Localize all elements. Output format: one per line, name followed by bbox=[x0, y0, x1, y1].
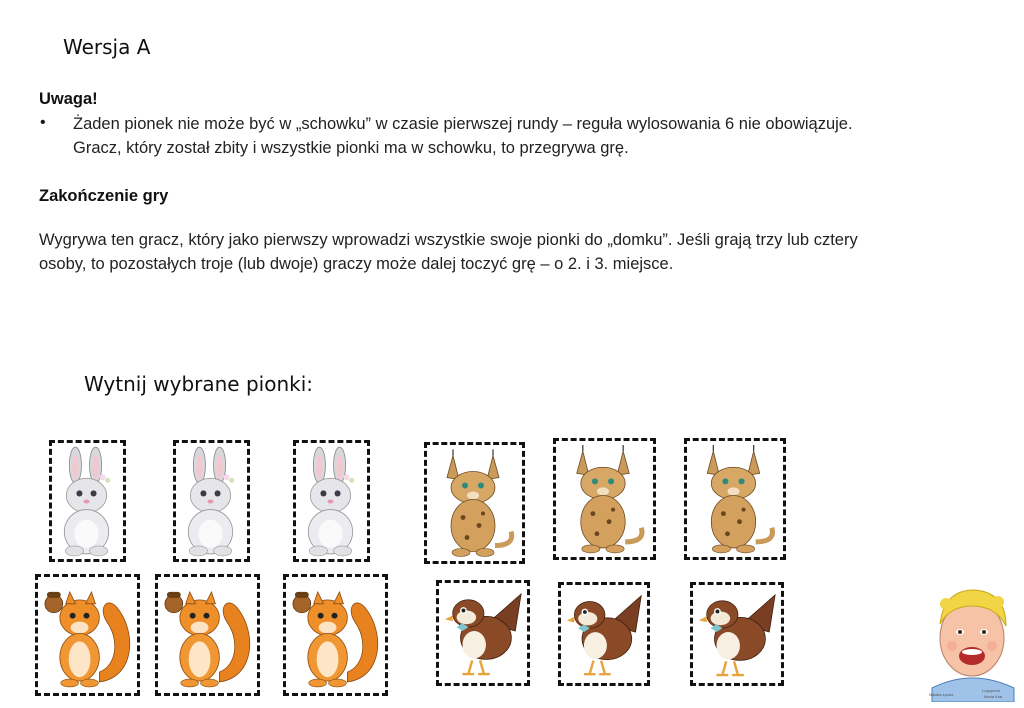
pawn-lynx-1[interactable] bbox=[424, 442, 525, 564]
bunny-icon bbox=[52, 443, 123, 559]
pawn-squirrel-2[interactable] bbox=[155, 574, 260, 696]
pawn-lynx-2[interactable] bbox=[553, 438, 656, 560]
pawn-bunny-2[interactable] bbox=[173, 440, 250, 562]
sparrow-icon bbox=[439, 583, 527, 683]
squirrel-icon bbox=[38, 577, 137, 693]
lynx-icon bbox=[687, 441, 783, 557]
pawn-sparrow-2[interactable] bbox=[558, 582, 650, 686]
pawn-lynx-3[interactable] bbox=[684, 438, 786, 560]
pawn-sparrow-1[interactable] bbox=[436, 580, 530, 686]
pawn-squirrel-1[interactable] bbox=[35, 574, 140, 696]
warning-bullet-line-1: Żaden pionek nie może być w „schowku” w czasie pierwszej rundy – reguła wylosowania 6 nie obowiązuje. bbox=[73, 115, 853, 133]
sparrow-icon bbox=[561, 585, 647, 683]
mascot-logo bbox=[926, 584, 1018, 702]
pawn-bunny-3[interactable] bbox=[293, 440, 370, 562]
ending-line-2: osoby, to pozostałych troje (lub dwoje) graczy może dalej toczyć grę – o 2. i 3. miejsce. bbox=[39, 255, 674, 273]
ending-line-1: Wygrywa ten gracz, który jako pierwszy wprowadzi wszystkie swoje pionki do „domku”. Jeśli grają trzy lub cztery bbox=[39, 231, 858, 249]
bunny-icon bbox=[296, 443, 367, 559]
cut-instruction: Wytnij wybrane pionki: bbox=[84, 372, 313, 396]
pawn-sparrow-3[interactable] bbox=[690, 582, 784, 686]
child-face-icon bbox=[926, 584, 1018, 702]
bullet-dot-icon: • bbox=[40, 114, 46, 131]
lynx-icon bbox=[427, 445, 522, 561]
squirrel-icon bbox=[286, 577, 385, 693]
sparrow-icon bbox=[693, 585, 781, 683]
mascot-caption-right-1: Logopeda bbox=[982, 688, 1000, 693]
ending-heading: Zakończenie gry bbox=[39, 187, 169, 205]
warning-heading: Uwaga! bbox=[39, 90, 98, 108]
warning-bullet-line-2: Gracz, który został zbity i wszystkie pionki ma w schowku, to przegrywa grę. bbox=[73, 139, 629, 157]
squirrel-icon bbox=[158, 577, 257, 693]
mascot-caption-left: Natalia Łęcka bbox=[929, 692, 954, 697]
version-label: Wersja A bbox=[63, 35, 151, 59]
pawn-squirrel-3[interactable] bbox=[283, 574, 388, 696]
pawn-bunny-1[interactable] bbox=[49, 440, 126, 562]
bunny-icon bbox=[176, 443, 247, 559]
mascot-caption-right-2: Maria Kral bbox=[984, 694, 1003, 699]
lynx-icon bbox=[556, 441, 653, 557]
